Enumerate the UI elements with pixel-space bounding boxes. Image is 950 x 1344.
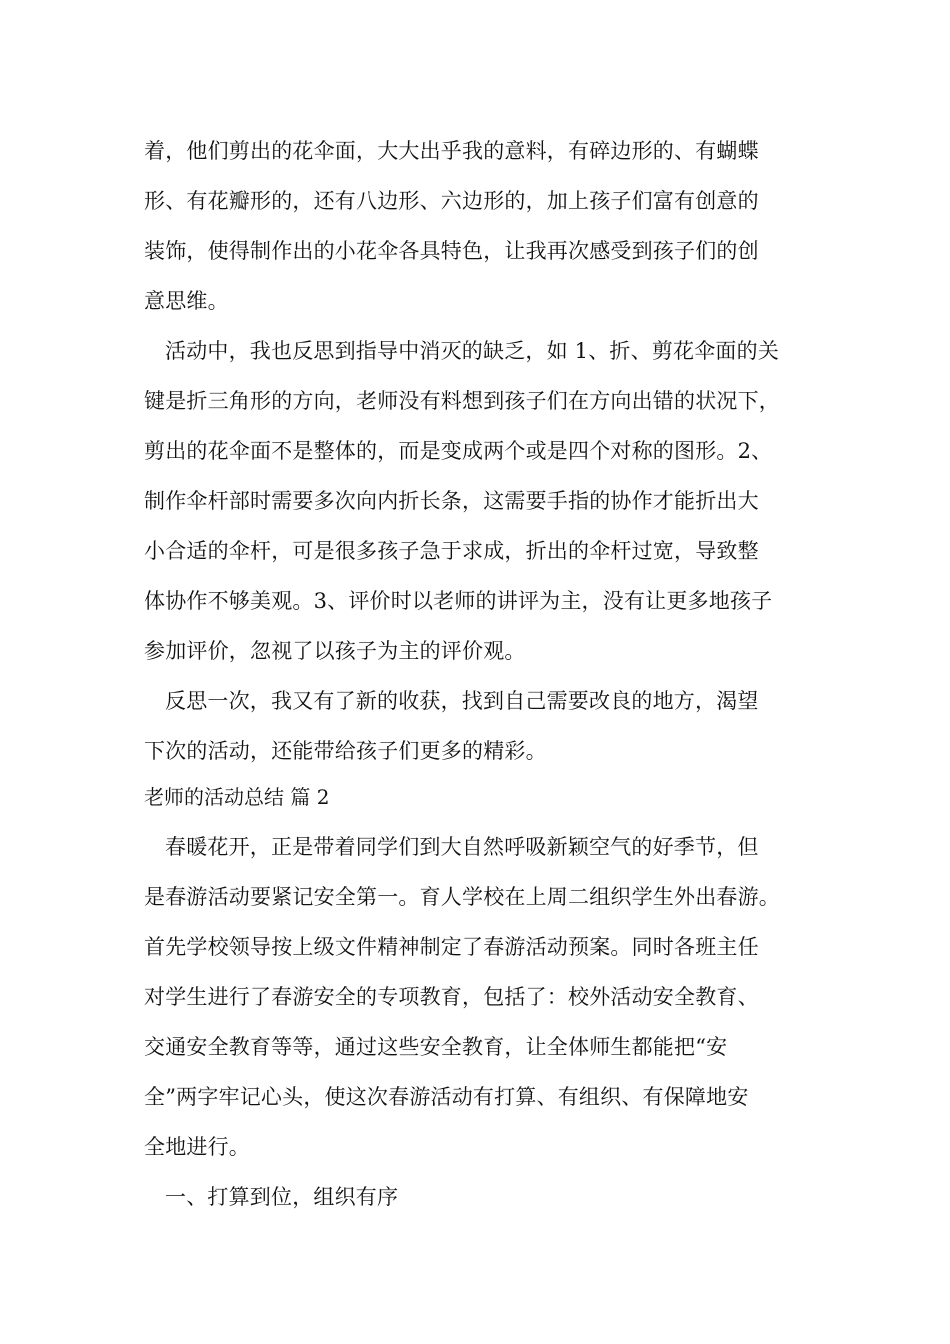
text-line: 体协作不够美观。3、评价时以老师的讲评为主，没有让更多地孩子 [144,589,773,613]
text-line: 参加评价，忽视了以孩子为主的评价观。 [144,639,526,663]
text-line: 首先学校领导按上级文件精神制定了春游活动预案。同时各班主任 [144,935,759,959]
text-line: 意思维。 [144,289,229,313]
paragraph-4 [144,822,824,1172]
text-line: 全”两字牢记心头，使这次春游活动有打算、有组织、有保障地安 [144,1085,749,1109]
paragraph-3 [144,676,824,776]
text-line: 全地进行。 [144,1135,250,1159]
subheading: 一、打算到位，组织有序 [165,1185,399,1209]
text-line: 交通安全教育等等，通过这些安全教育，让全体师生都能把“安 [144,1035,728,1059]
paragraph-2 [144,326,824,676]
text-line: 是春游活动要紧记安全第一。育人学校在上周二组织学生外出春游。 [144,885,780,909]
text-line: 装饰，使得制作出的小花伞各具特色，让我再次感受到孩子们的创 [144,239,759,263]
paragraph-1 [144,126,824,326]
text-line: 春暖花开，正是带着同学们到大自然呼吸新颖空气的好季节，但 [165,835,759,859]
text-line: 下次的活动，还能带给孩子们更多的精彩。 [144,739,547,763]
text-line: 对学生进行了春游安全的专项教育，包括了：校外活动安全教育、 [144,985,759,1009]
text-line: 活动中，我也反思到指导中消灭的缺乏，如 1、折、剪花伞面的关 [165,339,780,363]
text-line: 键是折三角形的方向，老师没有料想到孩子们在方向出错的状况下， [144,389,780,413]
text-line: 制作伞杆部时需要多次向内折长条，这需要手指的协作才能折出大 [144,489,759,513]
text-line: 剪出的花伞面不是整体的，而是变成两个或是四个对称的图形。2、 [144,439,773,463]
text-line: 小合适的伞杆，可是很多孩子急于求成，折出的伞杆过宽，导致整 [144,539,759,563]
text-line: 着，他们剪出的花伞面，大大出乎我的意料，有碎边形的、有蝴蝶 [144,139,759,163]
section-heading: 老师的活动总结 篇 2 [144,785,330,809]
text-line: 形、有花瓣形的，还有八边形、六边形的，加上孩子们富有创意的 [144,189,759,213]
document-body [144,126,824,1222]
text-line: 反思一次，我又有了新的收获，找到自己需要改良的地方，渴望 [165,689,759,713]
